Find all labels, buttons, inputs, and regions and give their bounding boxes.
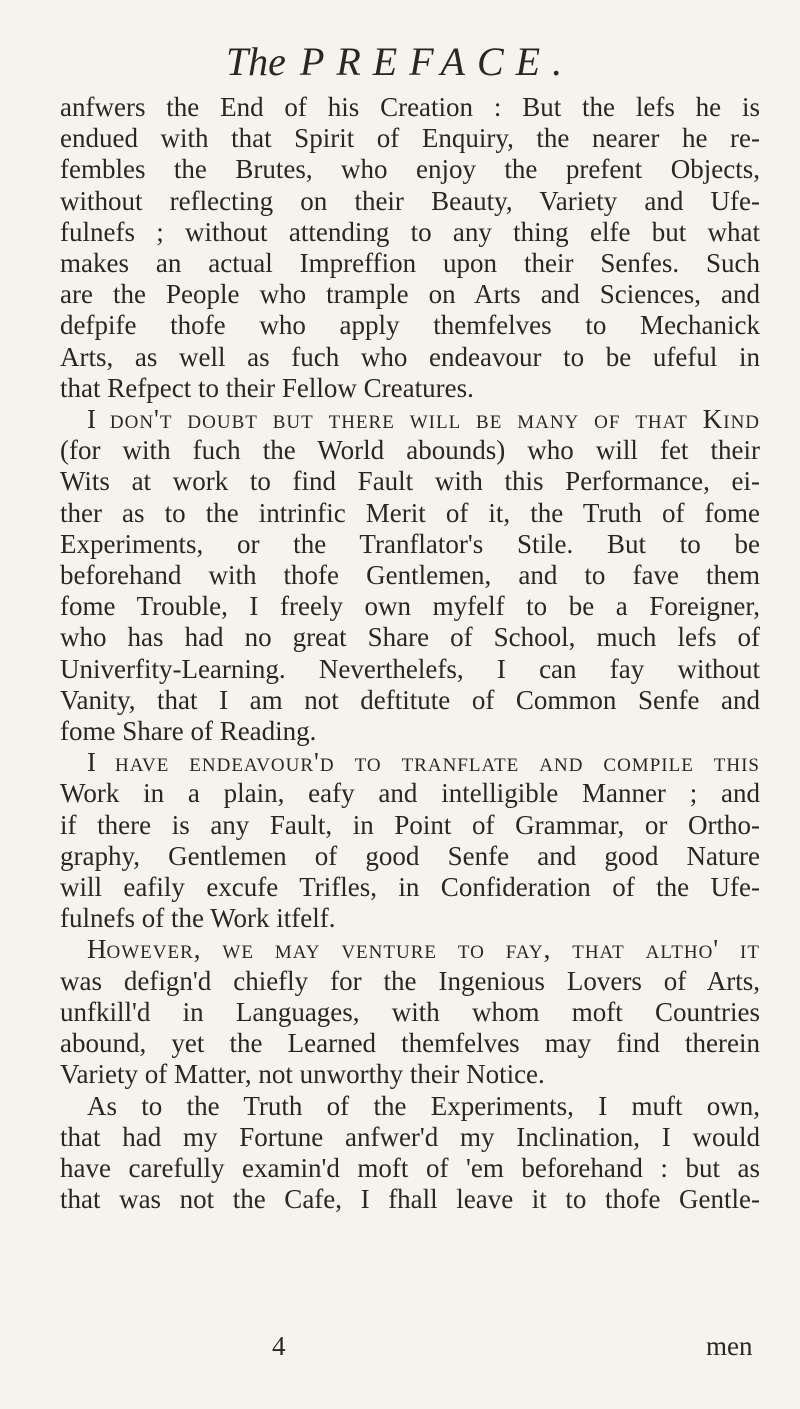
text-line-body: don't doubt but there will be many of that Kind (109, 404, 760, 435)
text-line: without reflecting on their Beauty, Variety and Ufe- (60, 185, 760, 216)
text-line: Vanity, that I am not deftitute of Common Senfe and (60, 684, 760, 715)
text-line: defpife thofe who apply themfelves to Mechanick (60, 310, 760, 341)
text-line: unfkill'd in Languages, with whom moft Countries (60, 996, 760, 1027)
text-line: abound, yet the Learned themfelves may find therein (60, 1028, 760, 1059)
page-footer (0, 1331, 800, 1363)
text-line-body: owever, we may venture to fay, that altho' it (106, 934, 760, 965)
text-line: fembles the Brutes, who enjoy the prefent Objects, (60, 154, 760, 185)
text-line: anfwers the End of his Creation : But the lefs he is (60, 92, 760, 122)
text-line: have carefully examin'd moft of 'em beforehand : but as (60, 1152, 760, 1183)
text-line (60, 404, 760, 435)
text-line: fulnefs of the Work itfelf. (60, 903, 336, 934)
text-line (60, 934, 760, 965)
text-line: Wits at work to find Fault with this Performance, ei- (60, 466, 760, 497)
text-line: graphy, Gentlemen of good Senfe and good Nature (60, 840, 760, 871)
text-line (60, 1091, 760, 1122)
signature-mark: 4 (272, 1331, 286, 1361)
header-preface: PREFACE. (299, 39, 575, 84)
text-line: are the People who trample on Arts and Sciences, and (60, 279, 760, 310)
text-line-body: As to the Truth of the Experiments, I muft own, (87, 1090, 760, 1121)
text-line: Experiments, or the Tranflator's Stile. But to be (60, 528, 760, 559)
text-line: Variety of Matter, not unworthy their Notice. (60, 1059, 545, 1090)
paragraph-lead: I (87, 404, 96, 435)
text-line: fome Trouble, I freely own myfelf to be a Foreigner, (60, 591, 760, 622)
text-line (60, 747, 760, 778)
text-line-body: have endeavour'd to tranflate and compile this (114, 747, 760, 778)
text-body (60, 92, 760, 1215)
text-line: that was not the Cafe, I fhall leave it to thofe Gentle- (60, 1184, 760, 1215)
paragraph-lead: I (87, 747, 96, 778)
text-line: endued with that Spirit of Enquiry, the nearer he re- (60, 123, 760, 154)
text-line: ther as to the intrinfic Merit of it, the Truth of fome (60, 497, 760, 528)
text-line: was defign'd chiefly for the Ingenious Lovers of Arts, (60, 965, 760, 996)
text-line: that had my Fortune anfwer'd my Inclination, I would (60, 1121, 760, 1152)
catchword: men (706, 1331, 753, 1361)
text-line: fome Share of Reading. (60, 716, 317, 747)
text-line: Arts, as well as fuch who endeavour to be ufeful in (60, 341, 760, 372)
running-header (0, 38, 800, 85)
text-line: Univerfity-Learning. Neverthelefs, I can fay without (60, 653, 760, 684)
text-line: beforehand with thofe Gentlemen, and to fave them (60, 560, 760, 591)
text-line: Work in a plain, eafy and intelligible Manner ; and (60, 778, 760, 809)
text-line: who has had no great Share of School, much lefs of (60, 622, 760, 653)
text-line: will eafily excufe Trifles, in Confideration of the Ufe- (60, 872, 760, 903)
text-line: fulnefs ; without attending to any thing elfe but what (60, 216, 760, 247)
text-line: makes an actual Impreffion upon their Senfes. Such (60, 248, 760, 279)
text-line: that Refpect to their Fellow Creatures. (60, 372, 474, 403)
header-the: The (225, 39, 286, 84)
text-line: if there is any Fault, in Point of Grammar, or Ortho- (60, 809, 760, 840)
paragraph-lead: H (87, 934, 107, 965)
text-line: (for with fuch the World abounds) who will fet their (60, 435, 760, 466)
